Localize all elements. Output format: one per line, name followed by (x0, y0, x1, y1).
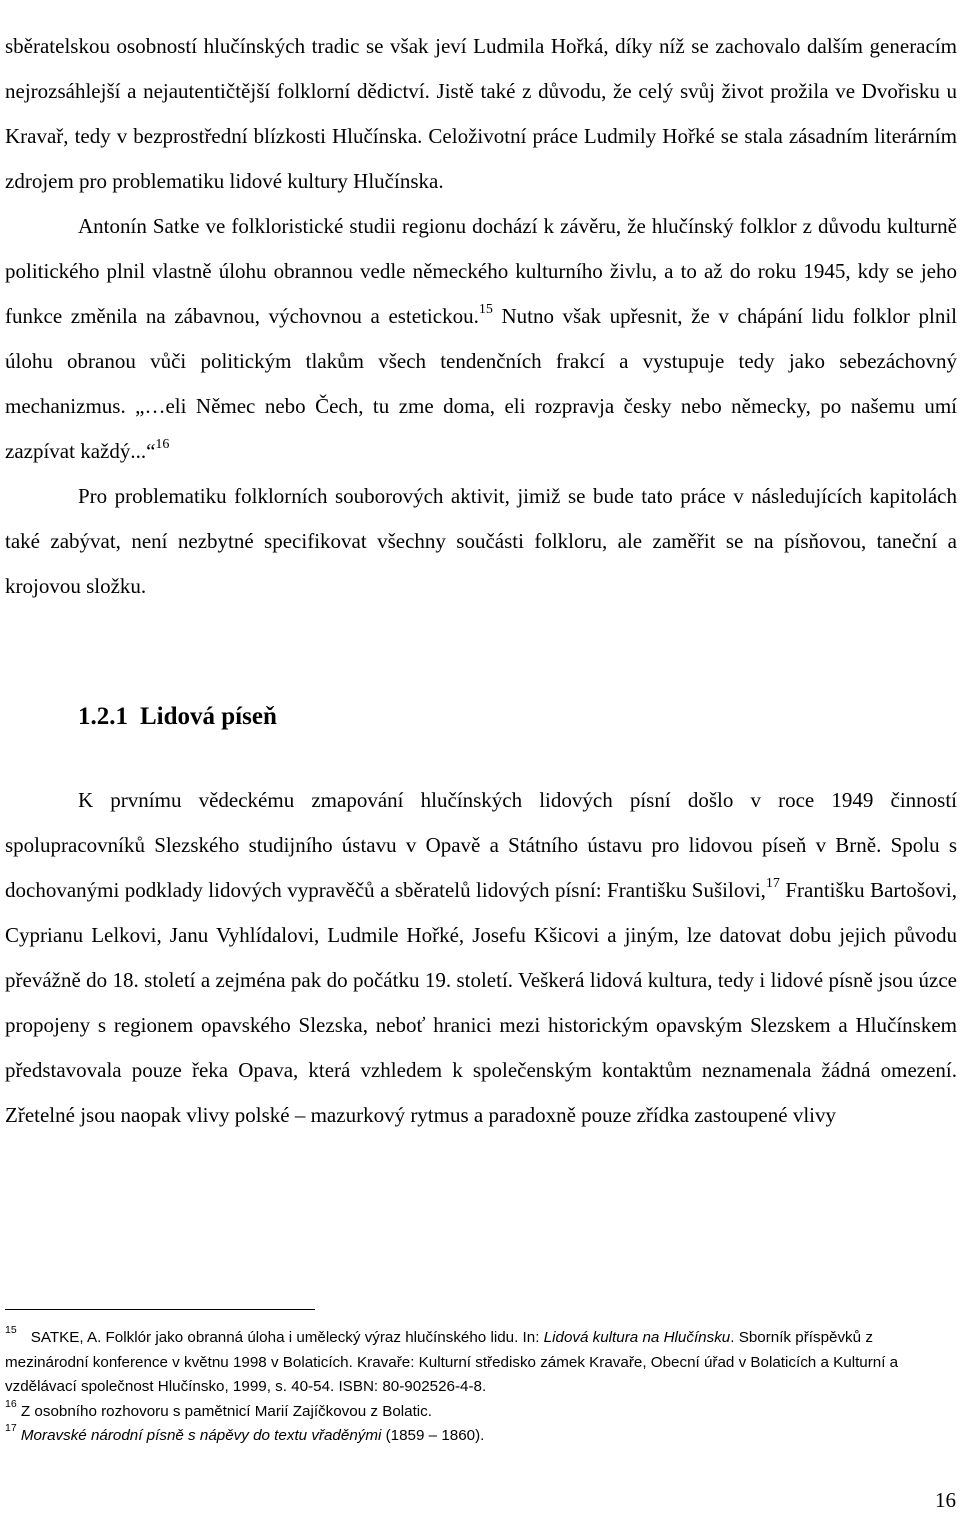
page-number: 16 (935, 1488, 956, 1512)
footnotes (5, 1323, 955, 1449)
footnote-15-text-a: SATKE, A. Folklór jako obranná úloha i umělecký výraz hlučínského lidu. In: (30, 1329, 544, 1346)
footnote-15-title: Lidová kultura na Hlučínsku (543, 1329, 731, 1346)
footnote-ref-17: 17 (765, 876, 780, 891)
paragraph-2-part-b: Nutno však upřesnit, že v chápání lidu folklor plnil úlohu obranou vůči politickým tlakům všech tendenčních frakcí a vystupuje tedy jako sebezáchovný mechanizmus. „…eli Němec nebo Čech, tu zme doma, eli rozpravja česky nebo německy, po našemu umí zazpívat každý...“ (5, 304, 957, 463)
footnote-16 (5, 1397, 955, 1425)
footnote-15-mark: 15 (5, 1323, 17, 1336)
paragraph-2-part-a: Antonín Satke ve folkloristické studii regionu dochází k závěru, že hlučínský folklor z důvodu kulturně politického plnil vlastně úlohu obrannou vedle německého kulturního živlu, a to až do roku 1945, kdy se jeho funkce změnila na zábavnou, výchovnou a estetickou. (5, 214, 957, 328)
footnote-separator (5, 1309, 315, 1310)
paragraph-4 (5, 778, 957, 1138)
paragraph-1: sběratelskou osobností hlučínských tradic se však jeví Ludmila Hořká, díky níž se zachovalo dalším generacím nejrozsáhlejší a nejautentičtější folklorní dědictví. Jistě také z důvodu, že celý svůj život prožila ve Dvořisku u Kravař, tedy v bezprostřední blízkosti Hlučínska. Celoživotní práce Ludmily Hořké se stala zásadním literárním zdrojem pro problematiku lidové kultury Hlučínska. (5, 34, 957, 193)
footnote-17-text: (1859 – 1860). (381, 1427, 485, 1445)
heading-number: 1.2.1 (78, 703, 128, 730)
footnote-16-text: Z osobního rozhovoru s pamětnicí Marií Zajíčkovou z Bolatic. (16, 1402, 432, 1420)
heading-title: Lidová píseň (140, 703, 277, 730)
paragraph-2 (5, 204, 957, 474)
section-heading (78, 697, 277, 737)
footnote-17 (5, 1424, 955, 1449)
footnote-15 (5, 1323, 955, 1400)
paragraph-3: Pro problematiku folklorních souborových aktivit, jimiž se bude tato práce v následujících kapitolách také zabývat, není nezbytné specifikovat všechny součásti folkloru, ale zaměřit se na písňovou, taneční a krojovou složku. (5, 484, 957, 598)
footnote-15-text-b: . Sborník příspěvků z mezinárodní konference v květnu 1998 v Bolaticích. Kravaře: Kulturní středisko zámek Kravaře, Obecní úřad v Bolaticích a Kulturní a vzdělávací společnost Hlučínsko, 1999, s. 40-54. ISBN: 80-902526-4-8. (5, 1329, 899, 1396)
section-2-text (5, 778, 957, 1138)
footnote-ref-16: 16 (155, 437, 170, 452)
footnote-17-title: Moravské národní písně s nápěvy do textu vřaděnými (16, 1427, 382, 1445)
section-1-text (5, 24, 957, 609)
footnote-17-mark: 17 (5, 1422, 17, 1435)
footnote-16-mark: 16 (5, 1397, 17, 1410)
paragraph-4-part-a: K prvnímu vědeckému zmapování hlučínských lidových písní došlo v roce 1949 činností spolupracovníků Slezského studijního ústavu v Opavě a Státního ústavu pro lidovou píseň v Brně. Spolu s dochovanými podklady lidových vypravěčů a sběratelů lidových písní: Františku Sušilovi, (5, 788, 957, 902)
footnote-ref-15: 15 (478, 302, 493, 317)
paragraph-4-part-b: Františku Bartošovi, Cyprianu Lelkovi, Janu Vyhlídalovi, Ludmile Hořké, Josefu Kšicovi a jiným, lze datovat dobu jejich původu převážně do 18. století a zejména pak do počátku 19. století. Veškerá lidová kultura, tedy i lidové písně jsou úzce propojeny s regionem opavského Slezska, neboť hranici mezi historickým opavským Slezskem a Hlučínskem představovala pouze řeka Opava, která vzhledem k společenským kontaktům neznamenala žádná omezení. Zřetelné jsou naopak vlivy polské – mazurkový rytmus a paradoxně pouze zřídka zastoupené vlivy (5, 878, 957, 1127)
